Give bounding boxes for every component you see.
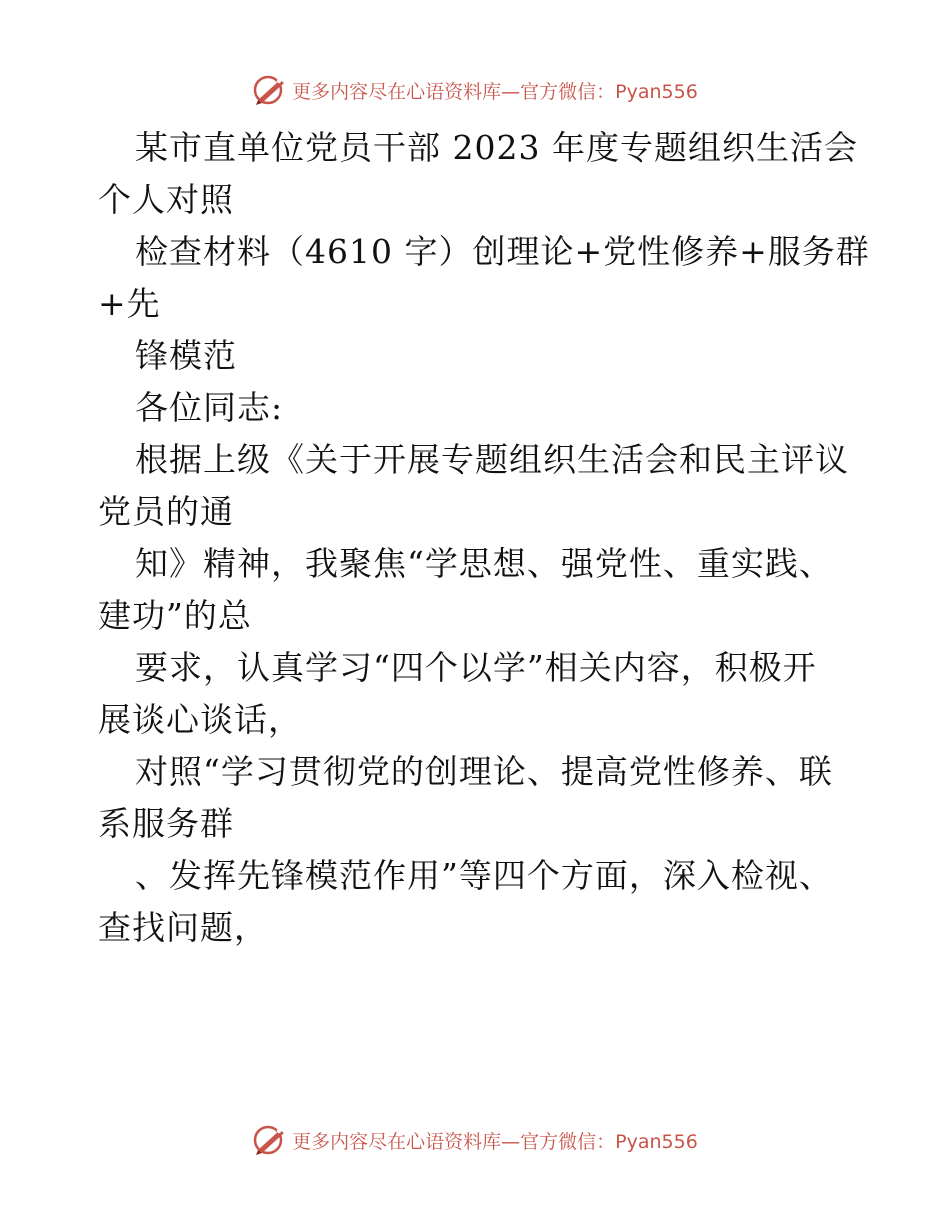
- document-body: [98, 122, 870, 954]
- text-line: 锋模范: [135, 336, 237, 375]
- text-line: 检查材料（4610 字）创理论+党性修养+服务群: [135, 232, 870, 271]
- watermark-footer: [0, 1120, 950, 1160]
- text-line: 对照“学习贯彻党的创理论、提高党性修养、联: [135, 752, 833, 791]
- text-line: 某市直单位党员干部 2023 年度专题组织生活会: [135, 128, 858, 167]
- text-line: 各位同志:: [135, 388, 284, 427]
- text-line: 建功”的总: [98, 596, 252, 635]
- text-line: +先: [98, 284, 161, 323]
- text-line: 系服务群: [98, 804, 234, 843]
- text-line: 根据上级《关于开展专题组织生活会和民主评议: [135, 440, 849, 479]
- watermark-text: 更多内容尽在心语资料库—官方微信：Pyan556: [292, 1130, 698, 1153]
- pen-logo-icon: [252, 72, 288, 108]
- text-line: 个人对照: [98, 180, 234, 219]
- text-line: 知》精神，我聚焦“学思想、强党性、重实践、: [135, 544, 833, 583]
- watermark-text: 更多内容尽在心语资料库—官方微信：Pyan556: [292, 80, 698, 103]
- text-line: 、发挥先锋模范作用”等四个方面，深入检视、: [135, 856, 833, 895]
- pen-logo-icon: [252, 1122, 288, 1158]
- text-line: 展谈心谈话，: [98, 700, 302, 739]
- text-line: 党员的通: [98, 492, 234, 531]
- text-line: 要求，认真学习“四个以学”相关内容，积极开: [135, 648, 817, 687]
- watermark-header: [0, 70, 950, 110]
- text-line: 查找问题，: [98, 908, 268, 947]
